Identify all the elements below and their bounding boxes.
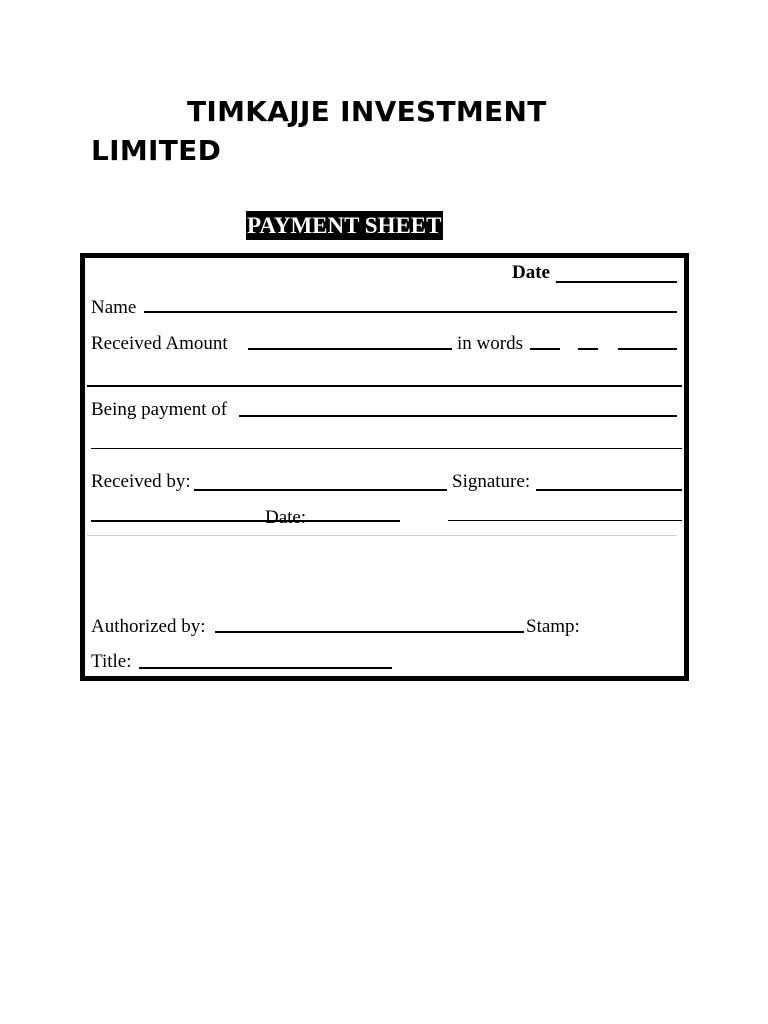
name-line xyxy=(144,311,677,313)
company-name: TIMKAJJE INVESTMENT LIMITED xyxy=(91,95,547,167)
signature-line xyxy=(536,489,682,491)
signature-continuation-line xyxy=(448,520,682,521)
title-line xyxy=(139,667,392,669)
date-label: Date xyxy=(512,262,550,283)
authorized-by-label: Authorized by: xyxy=(91,616,206,637)
received-by-line xyxy=(194,489,447,491)
authorized-by-line xyxy=(215,631,524,633)
being-payment-line xyxy=(239,415,677,417)
received-amount-label: Received Amount xyxy=(91,333,228,354)
stamp-label: Stamp: xyxy=(526,616,580,637)
amount-words-continuation-line xyxy=(87,385,682,387)
name-label: Name xyxy=(91,297,137,318)
received-date-line xyxy=(91,520,400,522)
payment-sheet-title: PAYMENT SHEET xyxy=(247,213,442,238)
section-separator-line xyxy=(87,535,677,536)
received-amount-line xyxy=(248,348,452,350)
in-words-line-segment-2 xyxy=(578,348,598,350)
signature-label: Signature: xyxy=(452,471,531,492)
being-payment-label: Being payment of xyxy=(91,399,228,420)
received-date-label: Date: xyxy=(265,507,307,528)
date-line xyxy=(556,281,677,283)
in-words-label: in words xyxy=(457,333,523,354)
payment-purpose-continuation-line xyxy=(91,448,682,449)
received-by-label: Received by: xyxy=(91,471,191,492)
title-label: Title: xyxy=(91,651,132,672)
in-words-line-segment-3 xyxy=(618,348,677,350)
in-words-line-segment-1 xyxy=(530,348,560,350)
